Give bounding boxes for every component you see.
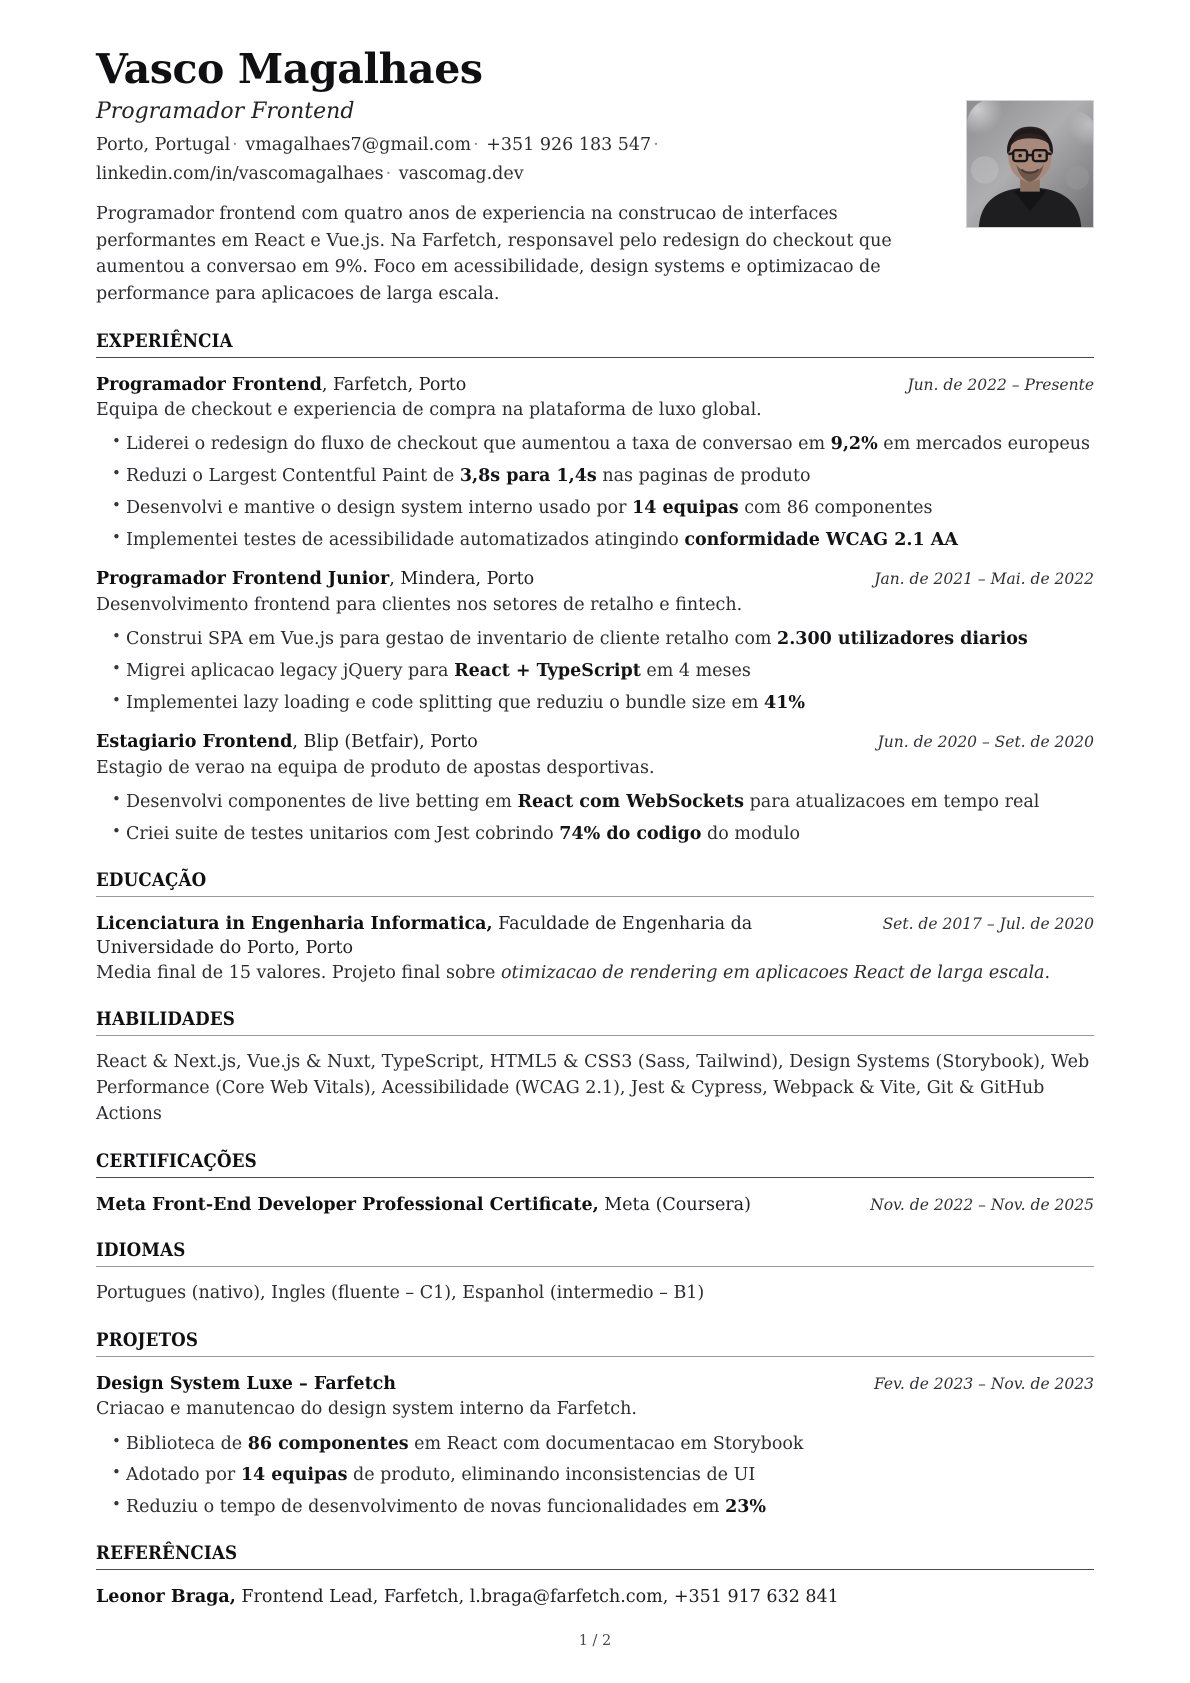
section-heading-education: EDUCAÇÃO xyxy=(96,868,207,891)
list-item xyxy=(96,1432,1094,1457)
section-projects xyxy=(96,1329,1094,1520)
project-description: Criacao e manutencao do design system interno da Farfetch. xyxy=(96,1399,637,1420)
entry-header xyxy=(96,373,1094,397)
degree-name: Licenciatura in Engenharia Informatica, xyxy=(96,913,493,934)
project-title-line xyxy=(96,1372,850,1396)
section-experience xyxy=(96,330,1094,847)
section-heading-projects: PROJETOS xyxy=(96,1329,199,1352)
section-divider xyxy=(96,1569,1094,1570)
job-title-line xyxy=(96,567,850,591)
contact-location: Porto, Portugal xyxy=(96,135,231,156)
contact-separator: · xyxy=(232,135,238,156)
section-divider xyxy=(96,1266,1094,1267)
entry-header xyxy=(96,1585,1094,1609)
bullet-text: Criei suite de testes unitarios com Jest cobrindo xyxy=(126,823,560,844)
bullet-highlight: 86 componentes xyxy=(247,1433,409,1454)
bullet-highlight: React + TypeScript xyxy=(454,660,641,681)
job-role: Programador Frontend xyxy=(96,374,322,395)
bullet-text-tail: nas paginas de produto xyxy=(596,465,811,486)
section-divider xyxy=(96,357,1094,358)
section-heading-references: REFERÊNCIAS xyxy=(96,1542,238,1565)
experience-entry xyxy=(96,373,1094,553)
bullet-text: Desenvolvi e mantive o design system interno usado por xyxy=(126,497,633,518)
bullet-highlight: 23% xyxy=(725,1497,767,1518)
professional-summary: Programador frontend com quatro anos de experiencia na construcao de interfaces performantes em React e Vue.js. Na Farfetch, responsavel pelo redesign do checkout que aumentou a conversao em 9%. Foco em acessibilidade, design systems e optimizacao de performance para aplicacoes de larga escala. xyxy=(96,204,892,304)
experience-entry xyxy=(96,567,1094,715)
section-heading-certifications: CERTIFICAÇÕES xyxy=(96,1149,257,1172)
bullet-text-tail: em 4 meses xyxy=(640,660,751,681)
section-divider xyxy=(96,1035,1094,1036)
bullet-highlight: conformidade WCAG 2.1 AA xyxy=(684,529,958,550)
skills-list: React & Next.js, Vue.js & Nuxt, TypeScript, HTML5 & CSS3 (Sass, Tailwind), Design Systems (Storybook), Web Performance (Core Web Vitals), Acessibilidade (WCAG 2.1), Jest & Cypress, Webpack & Vite, Git & GitHub Actions xyxy=(96,1052,1090,1125)
education-note-text: Media final de 15 valores. Projeto final sobre xyxy=(96,962,501,983)
job-achievements xyxy=(96,432,1094,552)
education-note-emphasis: otimizacao de rendering em aplicacoes React de larga escala xyxy=(500,962,1045,983)
certification-date-range: Nov. de 2022 – Nov. de 2025 xyxy=(870,1195,1094,1214)
bullet-text: Adotado por xyxy=(126,1465,241,1486)
job-company-location: , Blip (Betfair), Porto xyxy=(292,732,478,753)
contact-line xyxy=(96,131,896,188)
education-entry xyxy=(96,912,1094,987)
section-divider xyxy=(96,1356,1094,1357)
reference-name: Leonor Braga, xyxy=(96,1587,236,1608)
list-item xyxy=(96,464,1094,489)
entry-header xyxy=(96,912,1094,960)
job-title-line xyxy=(96,730,854,754)
bullet-highlight: 3,8s para 1,4s xyxy=(459,465,597,486)
education-note xyxy=(96,961,1094,986)
job-description: Desenvolvimento frontend para clientes nos setores de retalho e fintech. xyxy=(96,594,743,615)
list-item xyxy=(96,1495,1094,1520)
reference-entry xyxy=(96,1585,1094,1609)
bullet-text-tail: de produto, eliminando inconsistencias de UI xyxy=(347,1465,756,1486)
job-headline: Programador Frontend xyxy=(96,99,355,125)
list-item xyxy=(96,659,1094,684)
job-date-range: Jun. de 2020 – Set. de 2020 xyxy=(877,733,1094,752)
bullet-text: Implementei testes de acessibilidade automatizados atingindo xyxy=(126,529,685,550)
bullet-highlight: React com WebSockets xyxy=(517,791,744,812)
contact-linkedin[interactable]: linkedin.com/in/vascomagalhaes xyxy=(96,163,384,184)
job-company-location: , Farfetch, Porto xyxy=(321,374,467,395)
list-item xyxy=(96,627,1094,652)
reference-details: Frontend Lead, Farfetch, l.braga@farfetch.com, +351 917 632 841 xyxy=(235,1587,839,1608)
contact-website[interactable]: vascomag.dev xyxy=(398,163,524,184)
bullet-text-tail: do modulo xyxy=(701,823,801,844)
section-divider xyxy=(96,896,1094,897)
avatar xyxy=(966,100,1094,228)
bullet-highlight: 14 equipas xyxy=(632,497,739,518)
bullet-text-tail: em React com documentacao em Storybook xyxy=(408,1433,804,1454)
resume-header xyxy=(96,45,1094,308)
list-item xyxy=(96,432,1094,457)
page-title: Vasco Magalhaes xyxy=(96,45,483,93)
bullet-text-tail: em mercados europeus xyxy=(877,434,1090,455)
headshot-image xyxy=(967,101,1093,227)
bullet-text: Biblioteca de xyxy=(126,1433,248,1454)
reference-line xyxy=(96,1585,1094,1609)
certification-line xyxy=(96,1193,846,1217)
education-date-range: Set. de 2017 – Jul. de 2020 xyxy=(882,914,1094,933)
list-item xyxy=(96,1463,1094,1488)
bullet-text: Reduzi o Largest Contentful Paint de xyxy=(126,465,460,486)
section-skills xyxy=(96,1008,1094,1128)
bullet-text: Migrei aplicacao legacy jQuery para xyxy=(126,660,455,681)
contact-separator: · xyxy=(653,135,659,156)
bullet-highlight: 41% xyxy=(764,692,805,713)
experience-entry xyxy=(96,730,1094,846)
section-references xyxy=(96,1542,1094,1609)
project-date-range: Fev. de 2023 – Nov. de 2023 xyxy=(873,1375,1094,1394)
section-divider xyxy=(96,1177,1094,1178)
list-item xyxy=(96,691,1094,716)
section-heading-skills: HABILIDADES xyxy=(96,1008,236,1031)
list-item xyxy=(96,528,1094,553)
certification-name: Meta Front-End Developer Professional Certificate, xyxy=(96,1194,599,1215)
bullet-text: Reduziu o tempo de desenvolvimento de novas funcionalidades em xyxy=(126,1497,726,1518)
bullet-text: Construi SPA em Vue.js para gestao de inventario de cliente retalho com xyxy=(126,628,778,649)
bullet-highlight: 9,2% xyxy=(830,434,878,455)
job-role: Programador Frontend Junior xyxy=(96,569,390,590)
list-item xyxy=(96,822,1094,847)
institution-name: Faculdade de Engenharia da Universidade do Porto, Porto xyxy=(96,913,753,958)
bullet-highlight: 74% do codigo xyxy=(559,823,702,844)
entry-header xyxy=(96,1193,1094,1217)
job-title-line xyxy=(96,373,883,397)
contact-separator: · xyxy=(473,135,479,156)
contact-email[interactable]: vmagalhaes7@gmail.com xyxy=(245,135,472,156)
project-entry xyxy=(96,1372,1094,1520)
education-note-tail: . xyxy=(1044,962,1051,983)
list-item xyxy=(96,790,1094,815)
job-description: Estagio de verao na equipa de produto de apostas desportivas. xyxy=(96,757,655,778)
list-item xyxy=(96,496,1094,521)
page-footer xyxy=(0,1633,1190,1649)
bullet-highlight: 2.300 utilizadores diarios xyxy=(777,628,1028,649)
job-achievements xyxy=(96,790,1094,847)
section-education xyxy=(96,869,1094,987)
section-heading-experience: EXPERIÊNCIA xyxy=(96,329,233,352)
job-description: Equipa de checkout e experiencia de compra na plataforma de luxo global. xyxy=(96,399,762,420)
job-role: Estagiario Frontend xyxy=(96,732,293,753)
certification-issuer: Meta (Coursera) xyxy=(598,1194,751,1215)
languages-list: Portugues (nativo), Ingles (fluente – C1), Espanhol (intermedio – B1) xyxy=(96,1283,705,1304)
entry-header xyxy=(96,567,1094,591)
entry-header xyxy=(96,1372,1094,1396)
job-date-range: Jun. de 2022 – Presente xyxy=(907,375,1094,394)
project-achievements xyxy=(96,1432,1094,1521)
bullet-text-tail: para atualizacoes em tempo real xyxy=(744,791,1040,812)
job-achievements xyxy=(96,627,1094,716)
bullet-text: Implementei lazy loading e code splitting que reduziu o bundle size em xyxy=(126,692,765,713)
entry-header xyxy=(96,730,1094,754)
bullet-text: Liderei o redesign do fluxo de checkout que aumentou a taxa de conversao em xyxy=(126,434,831,455)
page-indicator: 1 / 2 xyxy=(578,1633,612,1649)
degree-line xyxy=(96,912,859,960)
job-company-location: , Mindera, Porto xyxy=(389,569,535,590)
certification-entry xyxy=(96,1193,1094,1217)
section-heading-languages: IDIOMAS xyxy=(96,1239,186,1262)
bullet-highlight: 14 equipas xyxy=(240,1465,348,1486)
contact-separator: · xyxy=(385,163,392,184)
job-date-range: Jan. de 2021 – Mai. de 2022 xyxy=(874,570,1094,589)
bullet-text: Desenvolvi componentes de live betting em xyxy=(126,791,518,812)
bullet-text-tail: com 86 componentes xyxy=(738,497,933,518)
section-languages xyxy=(96,1239,1094,1307)
project-name: Design System Luxe – Farfetch xyxy=(96,1374,397,1395)
section-certifications xyxy=(96,1150,1094,1217)
contact-phone[interactable]: +351 926 183 547 xyxy=(486,135,652,156)
